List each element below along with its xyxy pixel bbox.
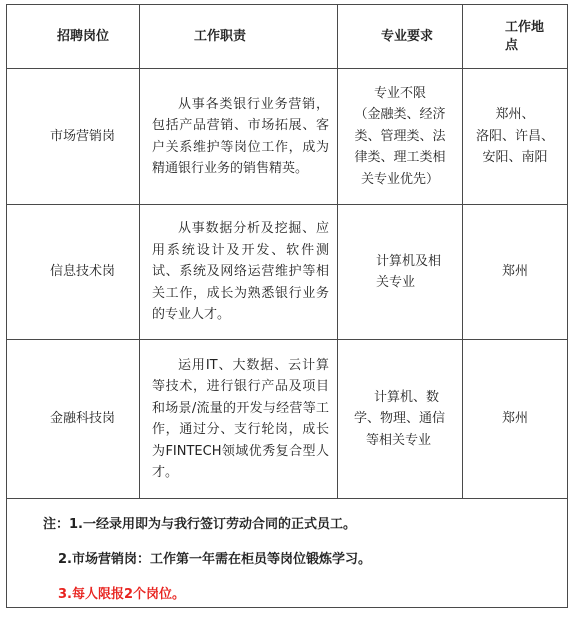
requirement-cell [338, 69, 463, 205]
note-text: 2.市场营销岗：工作第一年需在柜员等岗位锻炼学习。 [58, 552, 371, 567]
note-item-3 [58, 585, 567, 605]
note-text: 1.一经录用即为与我行签订劳动合同的正式员工。 [69, 517, 356, 532]
requirement-line: 学、物理、通信 [354, 411, 446, 427]
header-location-line2: 点 [505, 37, 519, 53]
table-header-row [7, 5, 568, 69]
location-line: 郑州、 [495, 107, 535, 123]
header-duty: 工作职责 [140, 5, 338, 69]
location-cell [463, 205, 568, 340]
header-location-line1: 工作地 [505, 19, 545, 35]
requirement-line: 等相关专业 [366, 432, 432, 448]
requirement-cell [338, 205, 463, 340]
notes-prefix: 注： [43, 517, 70, 532]
recruitment-table [6, 4, 568, 608]
position-cell: 市场营销岗 [7, 69, 140, 205]
table-row [7, 205, 568, 340]
position-cell: 金融科技岗 [7, 340, 140, 499]
notes-cell [7, 499, 568, 608]
requirement-line: 律类、理工类相 [354, 150, 446, 166]
duty-cell: 从事各类银行业务营销，包括产品营销、市场拓展、客户关系维护等岗位工作，成为精通银行业务的销售精英。 [140, 69, 338, 205]
header-position: 招聘岗位 [7, 5, 140, 69]
location-cell [463, 69, 568, 205]
note-item-1 [43, 515, 567, 535]
requirement-line: 专业不限 [373, 85, 426, 101]
requirement-line: 计算机及相 [376, 253, 442, 269]
requirement-line: 关专业优先） [360, 171, 439, 187]
duty-cell: 从事数据分析及挖掘、应用系统设计及开发、软件测试、系统及网络运营维护等相关工作，成长为熟悉银行业务的专业人才。 [140, 205, 338, 340]
location-line: 郑州 [501, 264, 528, 280]
note-number: 3. [58, 587, 72, 602]
duty-cell: 运用IT、大数据、云计算等技术，进行银行产品及项目和场景/流量的开发与经营等工作，通过分、支行轮岗，成长为FINTECH领域优秀复合型人才。 [140, 340, 338, 499]
header-location [463, 5, 568, 69]
location-cell [463, 340, 568, 499]
table-row [7, 69, 568, 205]
requirement-line: 计算机、数 [374, 389, 440, 405]
location-line: 安阳、南阳 [482, 150, 548, 166]
location-line: 郑州 [501, 411, 528, 427]
notes-row [7, 499, 568, 608]
header-requirement: 专业要求 [338, 5, 463, 69]
note-item-2 [58, 550, 567, 570]
requirement-line: （金融类、经济 [354, 107, 446, 123]
requirement-line: 关专业 [376, 275, 416, 290]
location-line: 洛阳、许昌、 [475, 128, 554, 144]
requirement-line: 类、管理类、法 [354, 128, 446, 144]
table-row [7, 340, 568, 499]
requirement-cell [338, 340, 463, 499]
position-cell: 信息技术岗 [7, 205, 140, 340]
note-text: 每人限报2个岗位。 [71, 587, 186, 602]
